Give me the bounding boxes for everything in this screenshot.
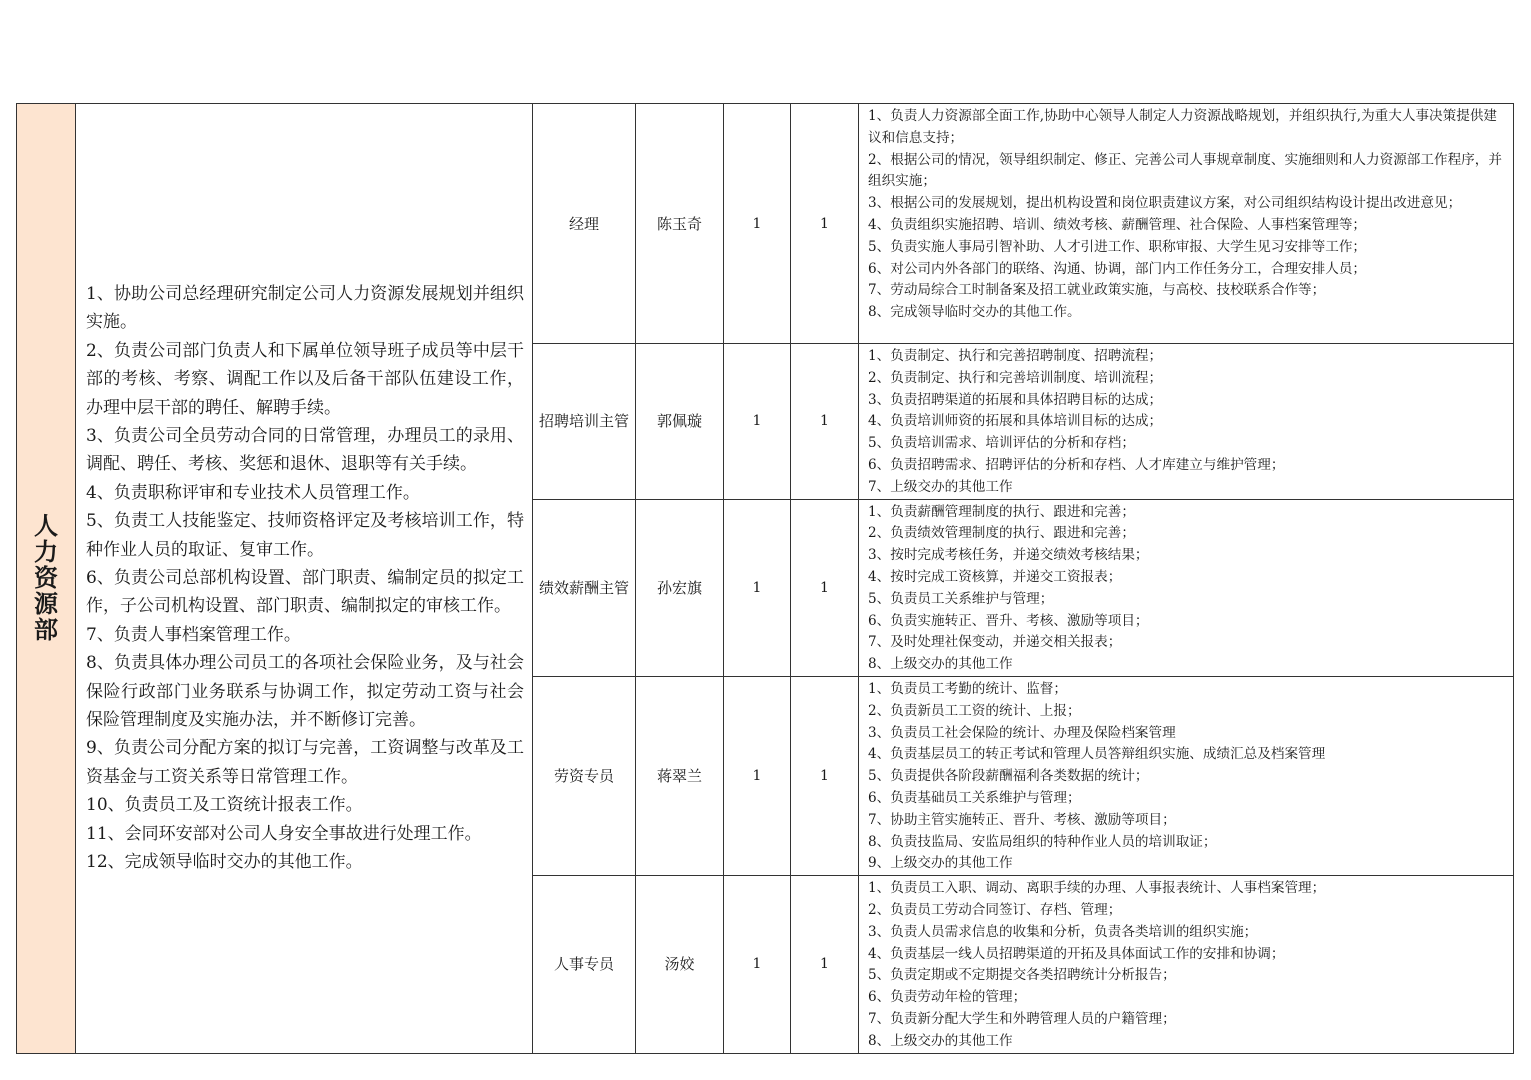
position-count-a: 1 [724,344,791,500]
department-name: 人力资源部 [34,512,58,645]
department-duties-cell [76,104,533,1054]
position-count-a: 1 [724,499,791,676]
position-person: 汤姣 [636,876,724,1053]
position-title: 经理 [533,104,636,344]
task-item: 8、完成领导临时交办的其他工作。 [868,304,1081,321]
task-item: 8、负责技监局、安监局组织的特种作业人员的培训取证； [868,833,1217,850]
task-item: 4、负责培训师资的拓展和具体培训目标的达成； [868,413,1163,430]
task-item: 2、负责员工劳动合同签订、存档、管理； [868,901,1122,918]
task-item: 7、负责新分配大学生和外聘管理人员的户籍管理； [868,1010,1176,1027]
position-title: 人事专员 [533,876,636,1053]
department-cell [17,104,76,1054]
task-item: 7、上级交办的其他工作 [868,478,1013,495]
task-item: 1、负责员工入职、调动、离职手续的办理、人事报表统计、人事档案管理； [868,880,1326,897]
position-tasks-list [868,878,1507,1052]
position-count-b: 1 [791,344,859,500]
task-item: 7、劳动局综合工时制备案及招工就业政策实施，与高校、技校联系合作等； [868,282,1326,299]
duty-item: 2、负责公司部门负责人和下属单位领导班子成员等中层干部的考核、考察、调配工作以及后备干部队伍建设工作，办理中层干部的聘任、解聘手续。 [86,340,524,418]
position-tasks-cell [859,676,1514,875]
position-tasks-cell [859,499,1514,676]
position-person: 蒋翠兰 [636,676,724,875]
task-item: 8、上级交办的其他工作 [868,1032,1013,1049]
position-tasks-cell [859,876,1514,1053]
position-count-a: 1 [724,104,791,344]
table-row-manager [17,104,1514,344]
task-item: 5、负责定期或不定期提交各类招聘统计分析报告； [868,967,1176,984]
position-person: 郭佩璇 [636,344,724,500]
position-tasks-list [868,346,1507,499]
task-item: 3、负责招聘渠道的拓展和具体招聘目标的达成； [868,391,1163,408]
task-item: 3、负责人员需求信息的收集和分析，负责各类培训的组织实施； [868,923,1258,940]
task-item: 4、负责基层员工的转正考试和管理人员答辩组织实施、成绩汇总及档案管理 [868,746,1326,763]
position-count-b: 1 [791,676,859,875]
task-item: 5、负责员工关系维护与管理； [868,590,1054,607]
task-item: 6、负责基础员工关系维护与管理； [868,789,1081,806]
task-item: 2、负责新员工工资的统计、上报； [868,702,1081,719]
task-item: 5、负责提供各阶段薪酬福利各类数据的统计； [868,768,1149,785]
task-item: 1、负责人力资源部全面工作,协助中心领导人制定人力资源战略规划，并组织执行,为重大人事决策提供建议和信息支持； [868,108,1498,146]
duty-item: 4、负责职称评审和专业技术人员管理工作。 [86,482,420,503]
task-item: 3、负责员工社会保险的统计、办理及保险档案管理 [868,724,1176,741]
position-count-b: 1 [791,499,859,676]
task-item: 6、负责招聘需求、招聘评估的分析和存档、人才库建立与维护管理； [868,456,1285,473]
duty-item: 7、负责人事档案管理工作。 [86,624,301,645]
duty-item: 9、负责公司分配方案的拟订与完善，工资调整与改革及工资基金与工资关系等日常管理工作。 [86,738,524,787]
department-duties-list [86,280,524,877]
duty-item: 12、完成领导临时交办的其他工作。 [86,852,363,873]
duty-item: 10、负责员工及工资统计报表工作。 [86,795,363,816]
task-item: 9、上级交办的其他工作 [868,855,1013,872]
task-item: 2、负责制定、执行和完善培训制度、培训流程； [868,369,1163,386]
duty-item: 6、负责公司总部机构设置、部门职责、编制定员的拟定工作，子公司机构设置、部门职责、编制拟定的审核工作。 [86,568,524,617]
task-item: 6、负责劳动年检的管理； [868,989,1027,1006]
position-count-b: 1 [791,876,859,1053]
task-item: 3、根据公司的发展规划，提出机构设置和岗位职责建议方案，对公司组织结构设计提出改进意见； [868,195,1462,212]
position-tasks-list [868,502,1507,676]
position-tasks-cell [859,104,1514,344]
position-person: 陈玉奇 [636,104,724,344]
task-item: 1、负责员工考勤的统计、监督； [868,680,1067,697]
task-item: 4、按时完成工资核算，并递交工资报表； [868,568,1122,585]
hr-responsibility-table [16,103,1514,1054]
task-item: 5、负责培训需求、培训评估的分析和存档； [868,435,1135,452]
duty-item: 3、负责公司全员劳动合同的日常管理，办理员工的录用、调配、聘任、考核、奖惩和退休、退职等有关手续。 [86,426,524,475]
duty-item: 11、会同环安部对公司人身安全事故进行处理工作。 [86,823,482,844]
task-item: 6、负责实施转正、晋升、考核、激励等项目； [868,612,1149,629]
position-tasks-cell [859,344,1514,500]
task-item: 4、负责组织实施招聘、培训、绩效考核、薪酬管理、社合保险、人事档案管理等； [868,216,1367,233]
duty-item: 1、协助公司总经理研究制定公司人力资源发展规划并组织实施。 [86,283,524,333]
task-item: 1、负责制定、执行和完善招聘制度、招聘流程； [868,348,1163,364]
task-item: 3、按时完成考核任务，并递交绩效考核结果； [868,547,1149,564]
position-tasks-list [868,679,1507,875]
task-item: 7、协助主管实施转正、晋升、考核、激励等项目； [868,811,1176,828]
position-tasks-list [868,106,1507,324]
task-item: 6、对公司内外各部门的联络、沟通、协调，部门内工作任务分工，合理安排人员； [868,260,1367,277]
task-item: 2、根据公司的情况，领导组织制定、修正、完善公司人事规章制度、实施细则和人力资源部工作程序，并组织实施； [868,151,1502,190]
duty-item: 8、负责具体办理公司员工的各项社会保险业务，及与社会保险行政部门业务联系与协调工作，拟定劳动工资与社会保险管理制度及实施办法，并不断修订完善。 [86,653,524,731]
task-item: 4、负责基层一线人员招聘渠道的开拓及具体面试工作的安排和协调； [868,945,1285,962]
position-title: 招聘培训主管 [533,344,636,500]
position-person: 孙宏旗 [636,499,724,676]
duty-item: 5、负责工人技能鉴定、技师资格评定及考核培训工作，特种作业人员的取证、复审工作。 [86,511,524,560]
position-title: 劳资专员 [533,676,636,875]
position-count-b: 1 [791,104,859,344]
position-title: 绩效薪酬主管 [533,499,636,676]
position-count-a: 1 [724,876,791,1053]
task-item: 5、负责实施人事局引智补助、人才引进工作、职称审报、大学生见习安排等工作； [868,238,1367,255]
task-item: 2、负责绩效管理制度的执行、跟进和完善； [868,525,1135,542]
task-item: 1、负责薪酬管理制度的执行、跟进和完善； [868,503,1135,520]
task-item: 7、及时处理社保变动，并递交相关报表； [868,634,1122,651]
position-count-a: 1 [724,676,791,875]
task-item: 8、上级交办的其他工作 [868,656,1013,673]
